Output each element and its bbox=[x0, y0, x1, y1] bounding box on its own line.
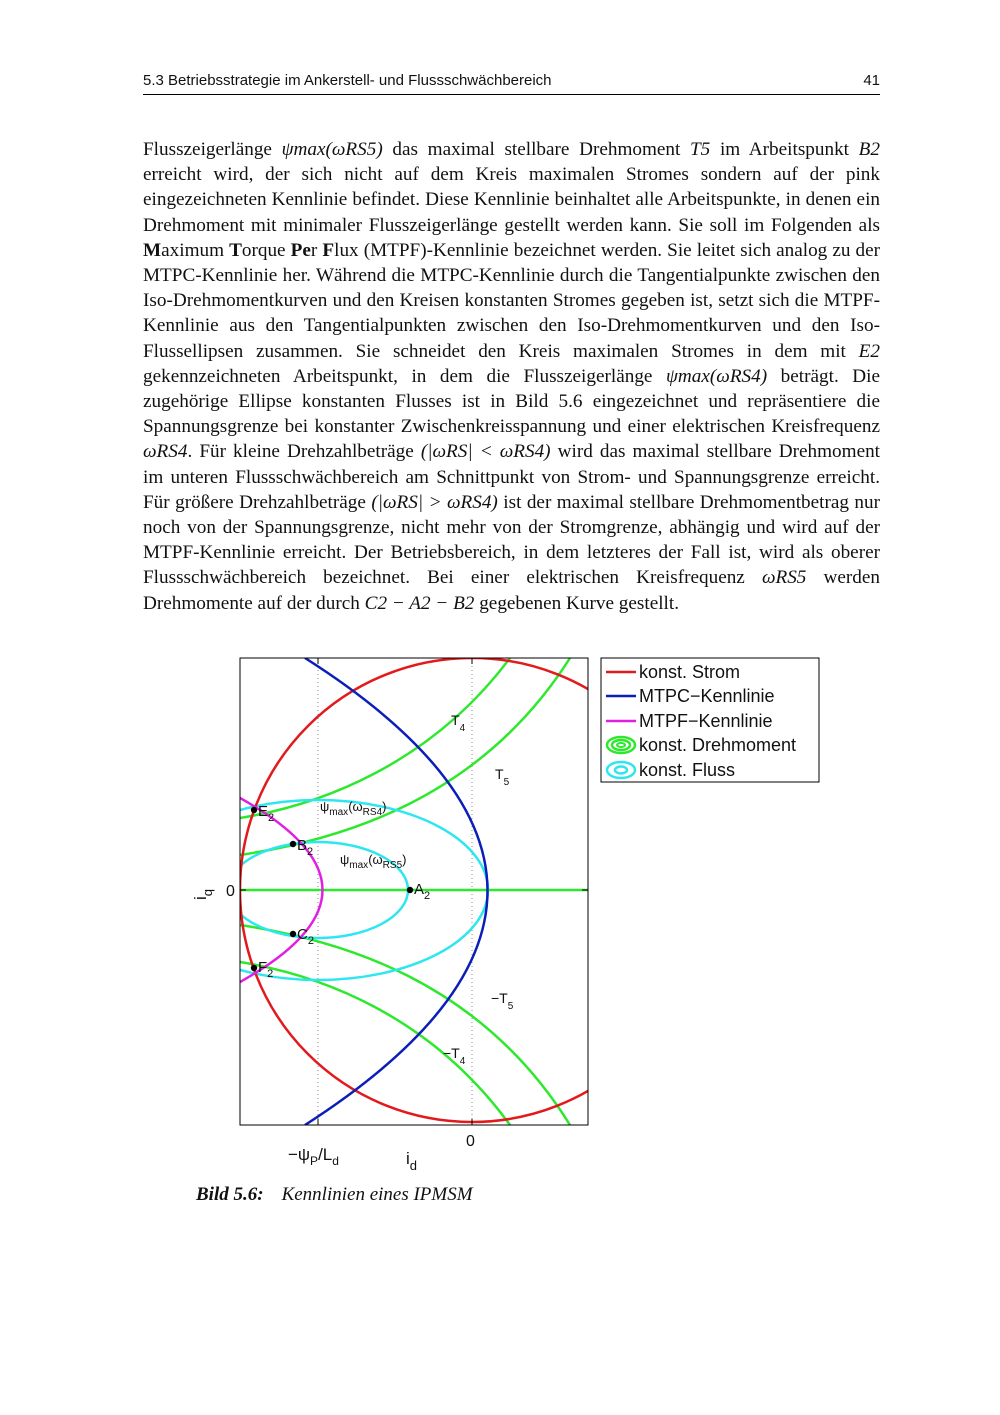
caption-text: Kennlinien eines IPMSM bbox=[281, 1184, 473, 1205]
legend-label-mtpf: MTPF−Kennlinie bbox=[639, 711, 773, 731]
legend-label-mtpc: MTPC−Kennlinie bbox=[639, 686, 775, 706]
label-c2: $C_2$ bbox=[297, 926, 314, 947]
figure-caption bbox=[196, 1184, 473, 1206]
math-psi-rs4: ψmax(ωRS4) bbox=[666, 365, 768, 387]
legend-label-drehmoment: konst. Drehmoment bbox=[639, 735, 797, 755]
y-axis-label: $i_q$ bbox=[191, 888, 215, 900]
figure-5-6 bbox=[180, 650, 840, 1180]
math-curve: C2 − A2 − B2 bbox=[364, 592, 475, 614]
label-psi-rs4: $\psi_{max}(\omega_{RS4})$ bbox=[320, 799, 387, 818]
body-paragraph: Flusszeigerlänge ψmax(ωRS5) das maximal stellbare Drehmoment T5 im Arbeitspunkt B2 erreicht wird, der sich nicht auf dem Kreis maximalen Stromes sondern auf der pink eingezeichneten Kennlinie befindet. Diese Kennlinie beinhaltet alle Arbeitspunkte, in denen ein Drehmoment mit minimaler Flusszeigerlänge gestellt werden kann. Sie soll im Folgenden als Maximum Torque Per Flux (MTPF)-Kennlinie bezeichnet werden. Sie leitet sich analog zu der MTPC-Kennlinie her. Während die MTPC-Kennlinie durch die Tangentialpunkte zwischen den Iso-Drehmomentkurven und den Kreisen konstanten Stromes gegeben ist, setzt sich die MTPF-Kennlinie aus den Tangentialpunkten zwischen den Iso-Drehmomentkurven und den Iso-Flussellipsen zusammen. Sie schneidet den Kreis maximalen Stromes in dem mit E2 gekennzeichneten Arbeitspunkt, in dem die Flusszeigerlänge ψmax(ωRS4) beträgt. Die zugehörige Ellipse konstanten Flusses ist in Bild 5.6 eingezeichnet und repräsentiere die Spannungsgrenze bei konstanter Zwischenkreisspannung und einer elektrischen Kreisfrequenz ωRS4. Für kleine Drehzahlbeträge (|ωRS| < ωRS4) wird das maximal stellbare Drehmoment im unteren Flussschwächbereich am Schnittpunkt von Strom- und Spannungsgrenze erreicht. Für größere Drehzahlbeträge (|ωRS| > ωRS4) ist der maximal stellbare Drehmomentbetrag nur noch von der Spannungsgrenze, nicht mehr von der Stromgrenze, abhängig und wird auf der MTPF-Kennlinie erreicht. Der Betriebsbereich, in dem letzteres der Fall ist, wird als oberer Flussschwächbereich bezeichnet. Bei einer elektrischen Kreisfrequenz ωRS5 werden Drehmomente auf der durch C2 − A2 − B2 gegebenen Kurve gestellt. bbox=[143, 139, 881, 614]
x-tick-zero: 0 bbox=[466, 1133, 475, 1150]
y-tick-zero: 0 bbox=[226, 883, 235, 900]
label-psi-rs5: $\psi_{max}(\omega_{RS5})$ bbox=[340, 852, 407, 871]
legend-label-fluss: konst. Fluss bbox=[639, 760, 736, 780]
point-a2 bbox=[407, 887, 413, 893]
caption-label: Bild 5.6: bbox=[196, 1184, 264, 1205]
x-axis-label: $i_d$ bbox=[406, 1149, 418, 1173]
page-number: 41 bbox=[863, 72, 880, 89]
legend-label-strom: konst. Strom bbox=[639, 662, 741, 682]
math-w-rs4: ωRS4 bbox=[143, 441, 188, 463]
label-minus-t4: $-T_4$ bbox=[443, 1045, 466, 1067]
page-header bbox=[143, 72, 880, 95]
point-f2 bbox=[251, 965, 257, 971]
math-gt: (|ωRS| > ωRS4) bbox=[371, 491, 498, 513]
label-e2: $E_2$ bbox=[258, 803, 275, 824]
label-a2: $A_2$ bbox=[414, 881, 431, 902]
math-w-rs5: ωRS5 bbox=[761, 567, 807, 589]
label-f2: $F_2$ bbox=[258, 959, 274, 980]
label-minus-t5: $-T_5$ bbox=[491, 990, 514, 1012]
label-t4: $T_4$ bbox=[451, 712, 466, 734]
math-lt: (|ωRS| < ωRS4) bbox=[420, 441, 551, 463]
math-e2: E2 bbox=[858, 340, 880, 362]
x-tick-psi: $-\psi_P/L_d$ bbox=[288, 1145, 339, 1168]
point-c2 bbox=[290, 931, 296, 937]
torque-curve-t4 bbox=[240, 658, 510, 818]
label-t5: $T_5$ bbox=[495, 766, 510, 788]
point-e2 bbox=[251, 807, 257, 813]
section-title: 5.3 Betriebsstrategie im Ankerstell- und Flussschwächbereich bbox=[143, 72, 552, 89]
math-psi-rs5: ψmax(ωRS5) bbox=[281, 139, 383, 160]
chart-svg bbox=[180, 650, 840, 1180]
label-b2: $B_2$ bbox=[297, 837, 314, 858]
math-t5: T5 bbox=[690, 139, 711, 160]
math-b2: B2 bbox=[858, 139, 880, 160]
point-b2 bbox=[290, 841, 296, 847]
